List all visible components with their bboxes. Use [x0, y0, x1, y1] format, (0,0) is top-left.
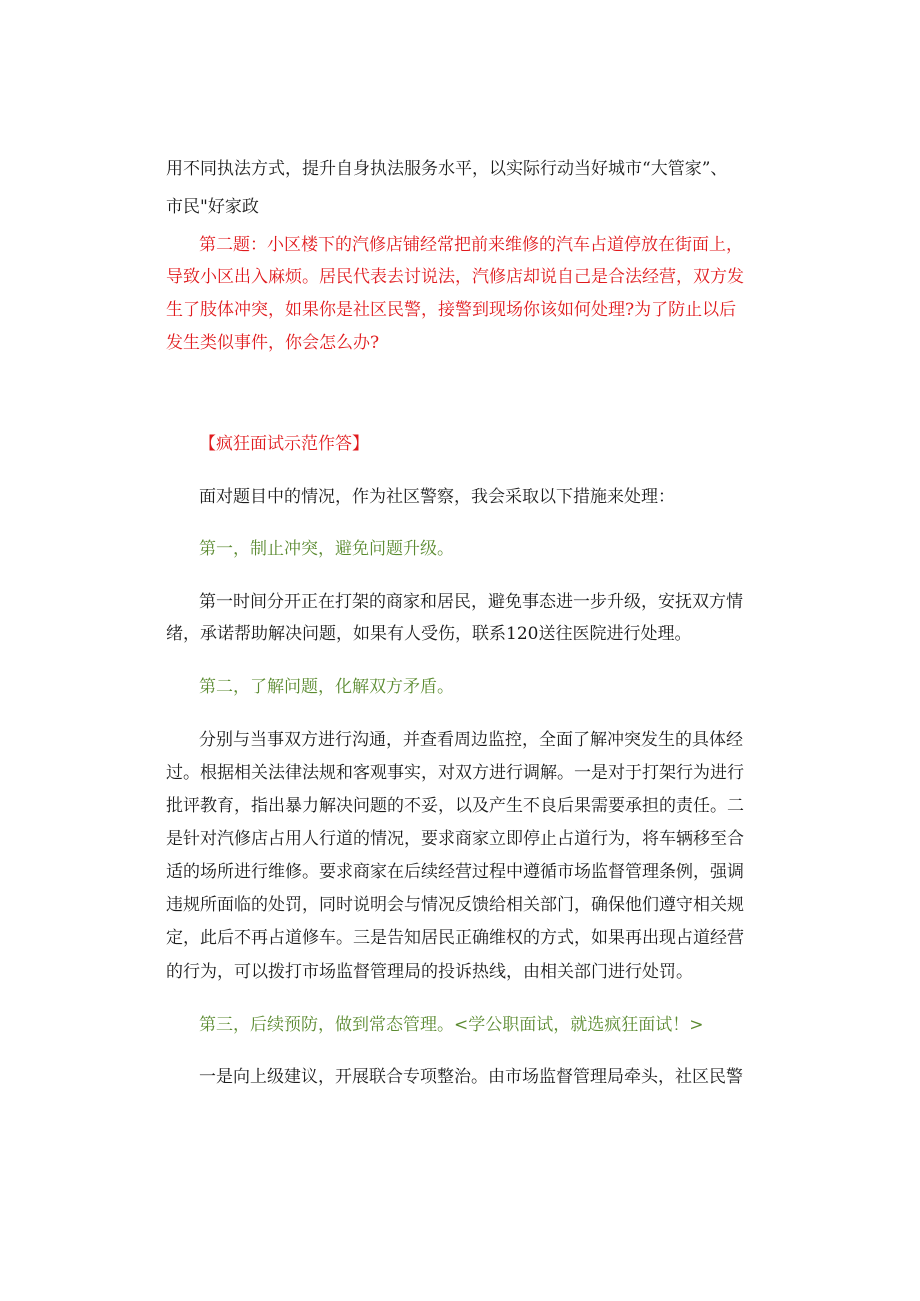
question-line-2: 导致小区出入麻烦。居民代表去讨说法，汽修店却说自己是合法经营，双方发	[166, 267, 744, 287]
intro-line-1: 用不同执法方式，提升自身执法服务水平，以实际行动当好城市“大管家”、	[166, 159, 728, 179]
point2-body-line-4: 是针对汽修店占用人行道的情况，要求商家立即停止占道行为，将车辆移至合	[166, 829, 744, 849]
point2-body-line-3: 批评教育，指出暴力解决问题的不妥，以及产生不良后果需要承担的责任。二	[166, 796, 744, 816]
point3-title: 第三，后续预防，做到常态管理。<学公职面试，就选疯狂面试！>	[199, 1015, 704, 1035]
intro-line-2: 市民"好家政	[166, 197, 259, 217]
point2-body-line-5: 适的场所进行维修。要求商家在后续经营过程中遵循市场监督管理条例，强调	[166, 862, 744, 882]
point2-body-line-6: 违规所面临的处罚，同时说明会与情况反馈给相关部门，确保他们遵守相关规	[166, 895, 744, 915]
point2-body-line-8: 的行为，可以拨打市场监督管理局的投诉热线，由相关部门进行处罚。	[166, 962, 693, 982]
question-line-3: 生了肢体冲突，如果你是社区民警，接警到现场你该如何处理?为了防止以后	[166, 300, 737, 320]
point2-body-line-2: 过。根据相关法律法规和客观事实，对双方进行调解。一是对于打架行为进行	[166, 763, 744, 783]
point2-body-line-1: 分别与当事双方进行沟通，并查看周边监控，全面了解冲突发生的具体经	[199, 730, 743, 750]
point1-title: 第一，制止冲突，避免问题升级。	[199, 539, 454, 559]
question-line-4: 发生类似事件，你会怎么办?	[166, 333, 380, 353]
point2-title: 第二，了解问题，化解双方矛盾。	[199, 677, 454, 697]
answer-heading: 【疯狂面试示范作答】	[199, 434, 369, 454]
point2-body-line-7: 定，此后不再占道修车。三是告知居民正确维权的方式，如果再出现占道经营	[166, 928, 744, 948]
answer-opening: 面对题目中的情况，作为社区警察，我会采取以下措施来处理：	[199, 487, 675, 507]
point3-body-line-1: 一是向上级建议，开展联合专项整治。由市场监督管理局牵头，社区民警	[199, 1067, 743, 1087]
question-line-1: 第二题：小区楼下的汽修店铺经常把前来维修的汽车占道停放在街面上，	[199, 235, 743, 255]
point1-body-line-1: 第一时间分开正在打架的商家和居民，避免事态进一步升级，安抚双方情	[199, 592, 743, 612]
point1-body-line-2: 绪，承诺帮助解决问题，如果有人受伤，联系120送往医院进行处理。	[166, 624, 692, 644]
